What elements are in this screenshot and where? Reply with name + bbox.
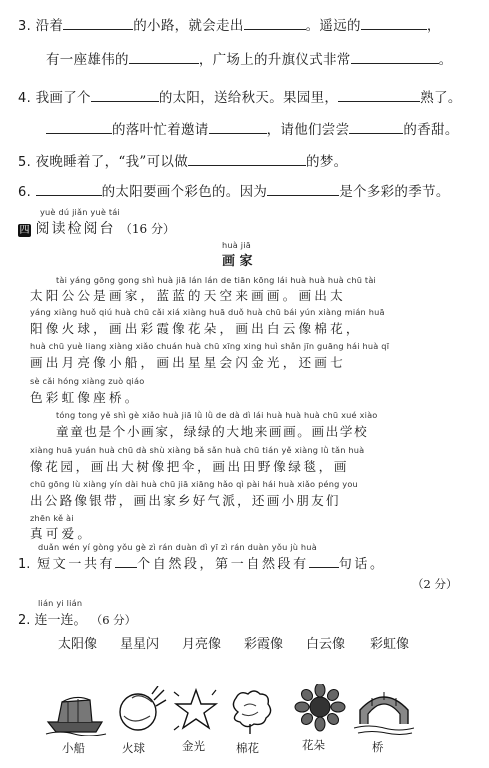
picture-caption: 火球 <box>122 741 145 755</box>
passage-text-line: 出公路像银带，画出家乡好气派，还画小朋友们 <box>30 493 341 508</box>
match-option[interactable]: 彩霞像 <box>244 637 284 652</box>
section-score: （16 分） <box>119 222 175 236</box>
answer-blank[interactable] <box>129 49 199 64</box>
question-number: 2. <box>18 613 31 628</box>
answer-blank[interactable] <box>63 15 133 30</box>
passage-text-line: 太阳公公是画家，蓝蓝的天空来画画。画出太 <box>30 288 346 303</box>
answer-blank[interactable] <box>209 119 267 134</box>
question-6 <box>18 180 450 200</box>
question-text: 的太阳要画个彩色的。因为 <box>101 184 268 200</box>
match-option[interactable]: 白云像 <box>306 637 346 652</box>
passage-text-line: 真可爱。 <box>30 526 94 541</box>
question-4-line-2 <box>46 118 459 138</box>
reading-question-1 <box>18 553 386 572</box>
passage-text-line: 画出月亮像小船，画出星星会闪金光，还画七 <box>30 355 346 370</box>
bridge-picture[interactable] <box>354 684 414 736</box>
passage-pinyin-line: sè cǎi hóng xiàng zuò qiáo <box>30 376 145 386</box>
fireball-picture[interactable] <box>112 686 168 736</box>
passage-text-line: 像花园，画出大树像把伞，画出田野像绿毯，画 <box>30 459 350 474</box>
question-3-line-1 <box>18 14 441 34</box>
answer-blank[interactable] <box>349 119 403 134</box>
answer-blank[interactable] <box>91 87 159 102</box>
question-text: 是个多彩的季节。 <box>339 184 450 200</box>
question-4-line-1 <box>18 86 462 106</box>
question-text: 的太阳，送给秋天。果园里， <box>158 90 339 106</box>
question-number: 1. <box>18 557 31 572</box>
match-option[interactable]: 太阳像 <box>58 637 98 652</box>
flower-picture[interactable] <box>294 684 346 732</box>
reading-q1-pinyin: duǎn wén yí gòng yǒu gè zì rán duàn dì yī zì rán duàn yǒu jù huà <box>38 542 317 552</box>
question-text: 沿着 <box>35 18 64 34</box>
question-text: ，广场上的升旗仪式非常 <box>198 52 351 68</box>
question-text: 连一连。 <box>34 613 87 628</box>
cotton-picture[interactable] <box>226 686 274 736</box>
passage-pinyin-line: tóng tong yě shì gè xiǎo huà jiā lǜ lǜ de dà dì lái huà huà huà chū xué xiào <box>56 410 378 420</box>
question-text: 句话。 <box>338 557 386 572</box>
picture-caption: 棉花 <box>236 741 259 755</box>
answer-blank[interactable] <box>36 181 102 196</box>
question-5 <box>18 150 347 170</box>
section-header <box>18 218 175 238</box>
answer-blank[interactable] <box>338 87 420 102</box>
passage-pinyin-line: tài yáng gōng gong shì huà jiā lán lán de tiān kōng lái huà huà huà chū tài <box>56 275 377 285</box>
boat-picture[interactable] <box>44 688 108 736</box>
question-text: ，请他们尝尝 <box>266 122 350 138</box>
passage-text-line: 色彩虹像座桥。 <box>30 390 141 405</box>
question-text: 的小路，就会走出 <box>133 18 244 34</box>
reading-q2-pinyin: lián yi lián <box>38 598 83 608</box>
passage-pinyin-line: huà chū yuè liang xiàng xiǎo chuán huà chū xīng xing huì shǎn jīn guāng hái huà qī <box>30 341 390 351</box>
match-option[interactable]: 彩虹像 <box>370 637 410 652</box>
question-text: 熟了。 <box>420 90 462 106</box>
passage-text-line: 阳像火球，画出彩霞像花朵，画出白云像棉花， <box>30 321 362 336</box>
picture-caption: 金光 <box>182 739 205 753</box>
answer-blank[interactable] <box>267 181 339 196</box>
match-option[interactable]: 月亮像 <box>182 637 222 652</box>
question-text: 。遥远的 <box>305 18 361 34</box>
match-option[interactable]: 星星闪 <box>120 637 160 652</box>
answer-blank[interactable] <box>361 15 427 30</box>
passage-title: 画 家 <box>222 254 253 269</box>
passage-pinyin-line: xiàng huā yuán huà chū dà shù xiàng bǎ sǎn huà chū tián yě xiàng lǜ tǎn huà <box>30 445 365 455</box>
passage-pinyin-line: yáng xiàng huǒ qiú huà chū cǎi xiá xiàng huā duǒ huà chū bái yún xiàng mián huā <box>30 307 385 317</box>
question-text: 短文一共有 <box>37 557 116 572</box>
passage-title-pinyin: huà jiā <box>222 240 251 250</box>
star-picture[interactable] <box>172 686 220 734</box>
answer-blank[interactable] <box>115 553 137 568</box>
question-text: 的梦。 <box>306 154 348 170</box>
question-text: 的落叶忙着邀请 <box>112 122 209 138</box>
answer-blank[interactable] <box>244 15 306 30</box>
reading-question-2 <box>18 609 136 628</box>
question-text: 夜晚睡着了，“我”可以做 <box>35 154 189 170</box>
picture-caption: 桥 <box>372 740 384 754</box>
question-text: 的香甜。 <box>403 122 459 138</box>
question-score: （6 分） <box>90 613 137 627</box>
question-text: 我画了个 <box>35 90 91 106</box>
question-text: ， <box>426 18 441 34</box>
question-number: 6. <box>18 185 32 200</box>
picture-caption: 花朵 <box>302 738 325 752</box>
section-title-pinyin: yuè dú jiǎn yuè tái <box>40 207 120 217</box>
passage-pinyin-line: zhēn kě ài <box>30 513 74 523</box>
passage-pinyin-line: chū gōng lù xiàng yín dài huà chū jiā xiāng hǎo qì pài hái huà xiǎo péng you <box>30 479 358 489</box>
question-text: 有一座雄伟的 <box>46 52 129 68</box>
question-number: 3. <box>18 19 32 34</box>
section-number-badge: 四 <box>19 225 30 236</box>
question-text: 个自然段，第一自然段有 <box>137 557 309 572</box>
answer-blank[interactable] <box>46 119 112 134</box>
answer-blank[interactable] <box>309 553 339 568</box>
question-text: 。 <box>438 52 453 68</box>
passage-text-line: 童童也是个小画家，绿绿的大地来画画。画出学校 <box>56 424 369 439</box>
answer-blank[interactable] <box>351 49 439 64</box>
question-3-line-2 <box>46 48 452 68</box>
picture-caption: 小船 <box>62 741 85 755</box>
question-number: 5. <box>18 155 32 170</box>
section-title: 阅读检阅台 <box>35 221 116 237</box>
question-number: 4. <box>18 91 32 106</box>
reading-q1-score: （2 分） <box>412 577 458 591</box>
answer-blank[interactable] <box>188 151 306 166</box>
